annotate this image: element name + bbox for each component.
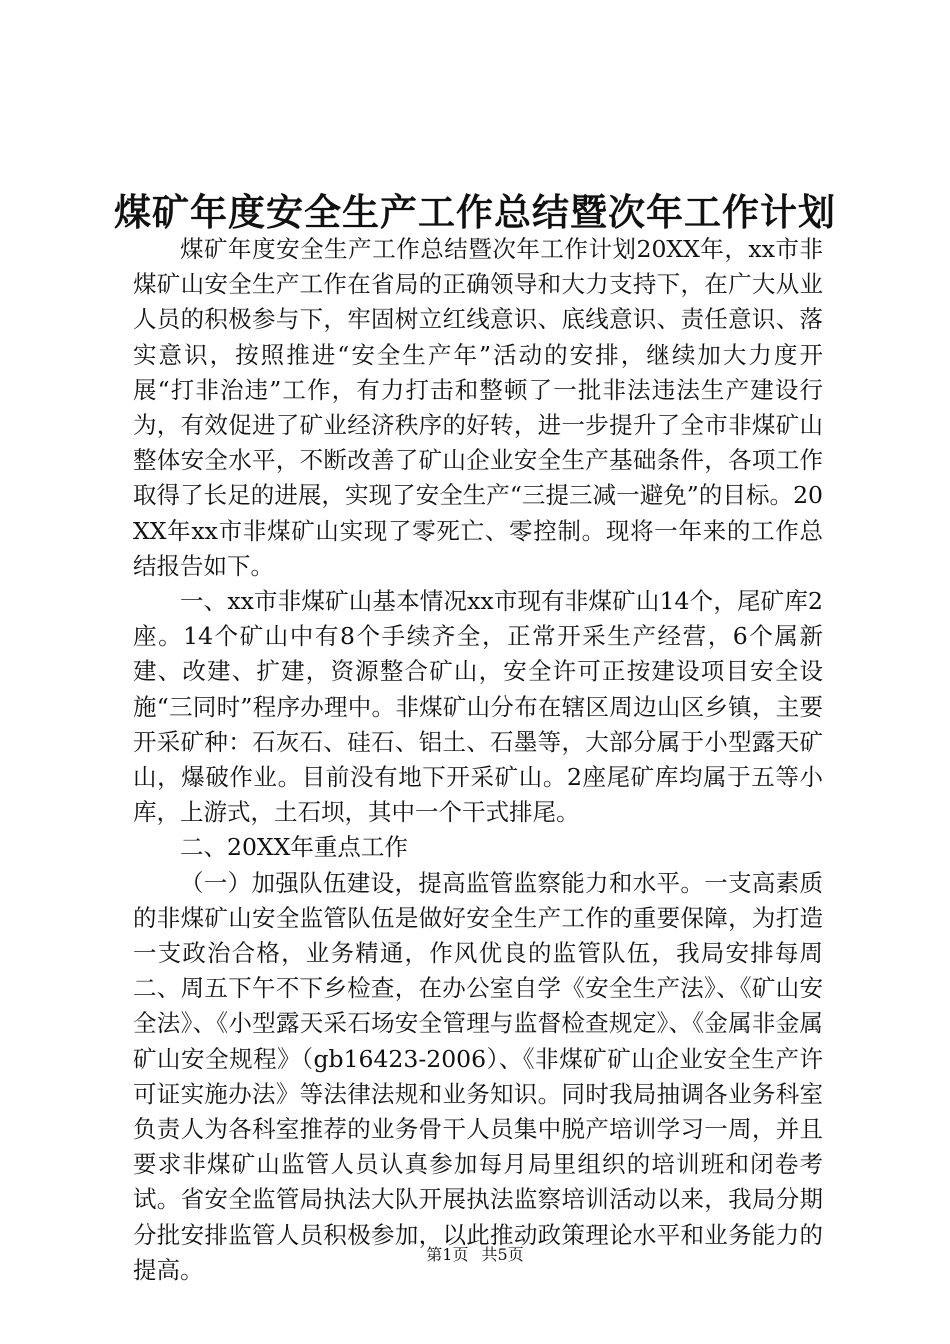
page-number-current: 第1页 [426, 1245, 469, 1264]
paragraph-intro: 煤矿年度安全生产工作总结暨次年工作计划20XX年，xx市非煤矿山安全生产工作在省局的正确领导和大力支持下，在广大从业人员的积极参与下，牢固树立红线意识、底线意识、责任意识、落实意识，按照推进“安全生产年”活动的安排，继续加大力度开展“打非治违”工作，有力打击和整顿了一批非法违法生产建设行为，有效促进了矿业经济秩序的好转，进一步提升了全市非煤矿山整体安全水平，不断改善了矿山企业安全生产基础条件，各项工作取得了长足的进展，实现了安全生产“三提三减一避免”的目标。20XX年xx市非煤矿山实现了零死亡、零控制。现将一年来的工作总结报告如下。 [133, 235, 823, 580]
page-footer [0, 1244, 950, 1266]
paragraph-team-building: （一）加强队伍建设，提高监管监察能力和水平。一支高素质的非煤矿山安全监管队伍是做好安全生产工作的重要保障，为打造一支政治合格，业务精通，作风优良的监管队伍，我局安排每周二、周五下午不下乡检查，在办公室自学《安全生产法》、《矿山安全法》、《小型露天采石场安全管理与监督检查规定》、《金属非金属矿山安全规程》（gb16423-2006）、《非煤矿矿山企业安全生产许可证实施办法》等法律法规和业务知识。同时我局抽调各业务科室负责人为各科室推荐的业务骨干人员集中脱产培训学习一周，并且要求非煤矿山监管人员认真参加每月局里组织的培训班和闭卷考试。省安全监管局执法大队开展执法监察培训活动以来，我局分期分批安排监管人员积极参加，以此推动政策理论水平和业务能力的提高。 [133, 868, 823, 1284]
section-heading-key-work: 二、20XX年重点工作 [180, 833, 408, 862]
page-number-total: 共5页 [481, 1245, 524, 1264]
document-title: 煤矿年度安全生产工作总结暨次年工作计划 [114, 190, 836, 234]
document-body [133, 232, 823, 1288]
paragraph-basic-situation: 一、xx市非煤矿山基本情况xx市现有非煤矿山14个，尾矿库2座。14个矿山中有8个手续齐全，正常开采生产经营，6个属新建、改建、扩建，资源整合矿山，安全许可正按建设项目安全设施“三同时”程序办理中。非煤矿山分布在辖区周边山区乡镇，主要开采矿种：石灰石、硅石、铝土、石墨等，大部分属于小型露天矿山，爆破作业。目前没有地下开采矿山。2座尾矿库均属于五等小库，上游式，土石坝，其中一个干式排尾。 [133, 587, 823, 827]
